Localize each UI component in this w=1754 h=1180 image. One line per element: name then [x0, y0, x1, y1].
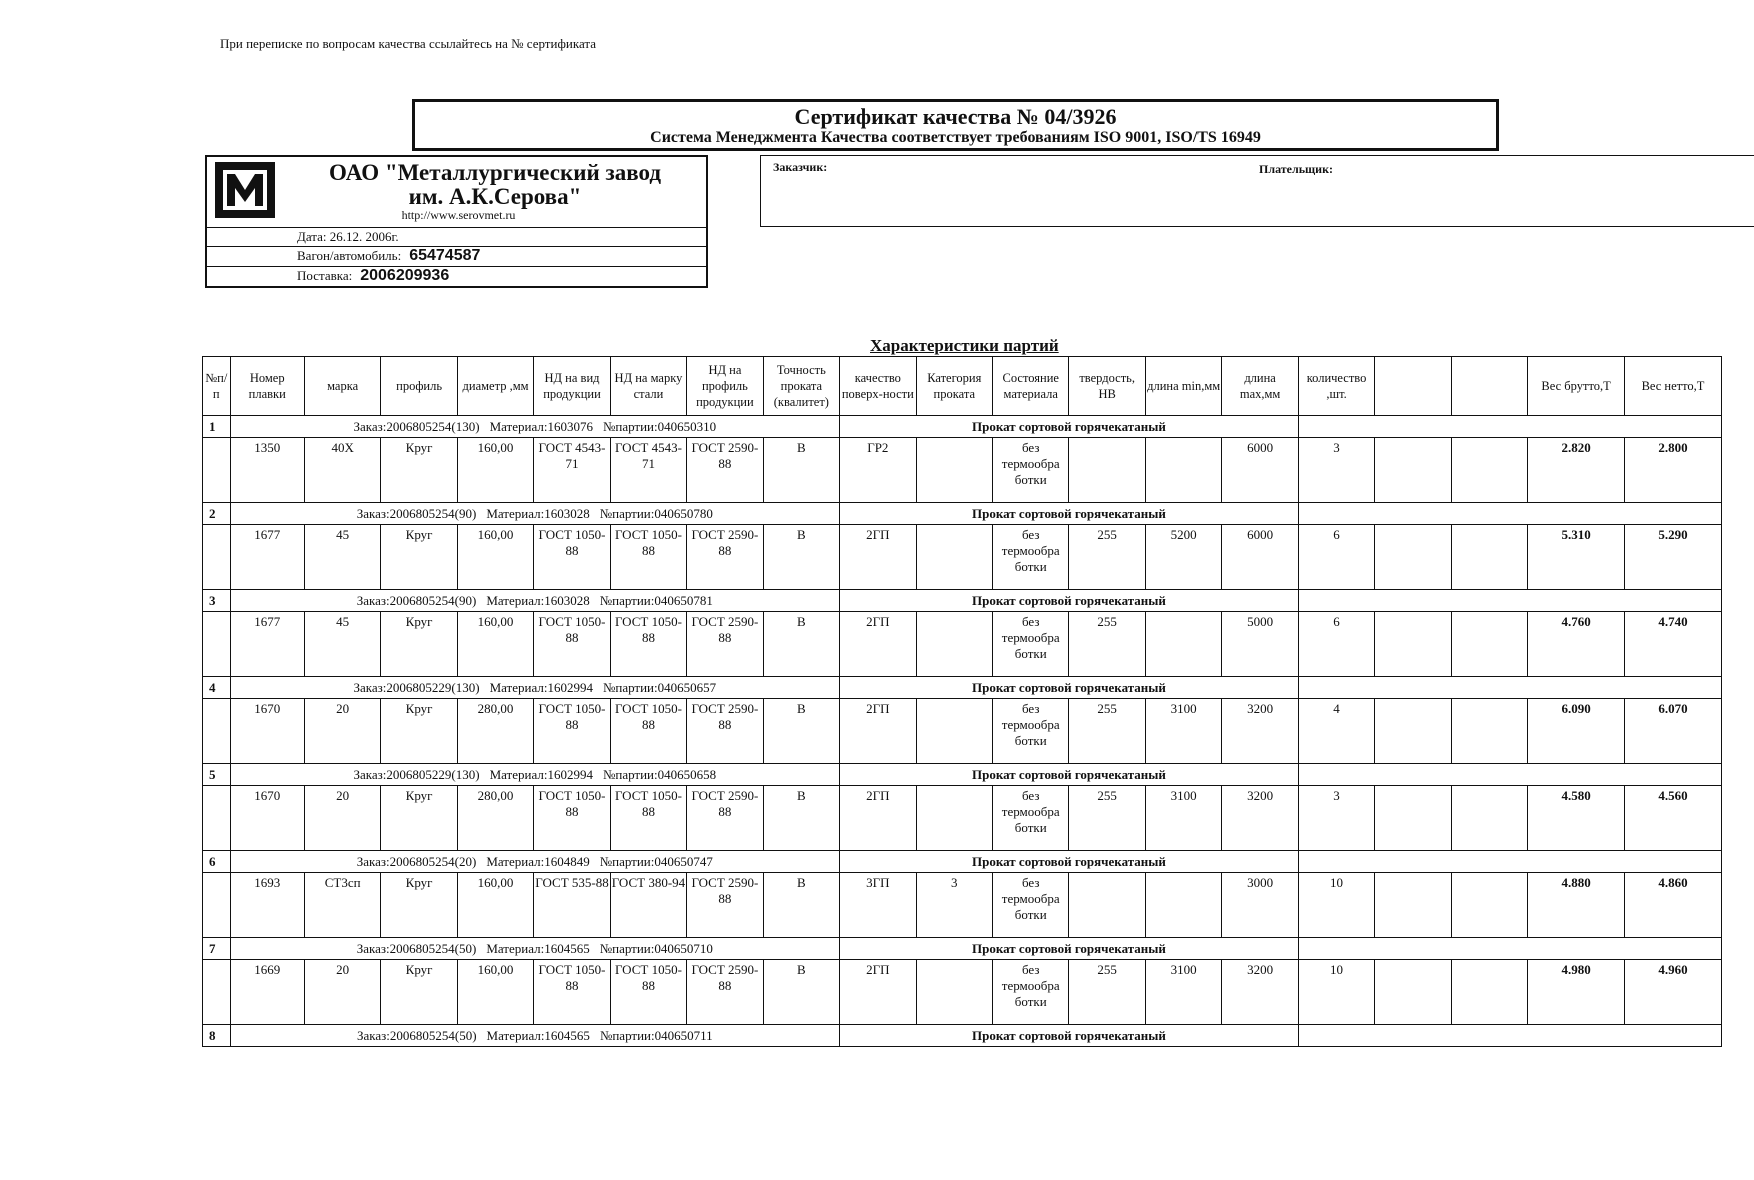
batch-id: №партии:040650747: [599, 853, 713, 869]
cell-grade: 20: [304, 786, 380, 851]
cell-len-max: 5000: [1222, 612, 1298, 677]
cell-net: 4.860: [1625, 873, 1722, 938]
column-header: качество поверх-ности: [840, 357, 916, 416]
cell-state: без термообра ботки: [993, 699, 1069, 764]
batch-product: Прокат сортовой горячекатаный: [840, 503, 1299, 525]
batch-id: №партии:040650780: [599, 505, 713, 521]
cell-len-max: 3200: [1222, 960, 1298, 1025]
cell-accuracy: В: [763, 873, 839, 938]
cell-nd-profile: ГОСТ 2590-88: [687, 960, 763, 1025]
cell-profile: Круг: [381, 873, 457, 938]
cell-profile: Круг: [381, 960, 457, 1025]
cell-grade: 20: [304, 960, 380, 1025]
batch-number: 2: [203, 503, 231, 525]
cell-net: 6.070: [1625, 699, 1722, 764]
cell-state: без термообра ботки: [993, 438, 1069, 503]
column-header: Вес нетто,Т: [1625, 357, 1722, 416]
plant-name-line2: им. А.К.Серова": [408, 184, 582, 209]
payer-label: Плательщик:: [1259, 162, 1334, 176]
batch-id: №партии:040650710: [599, 940, 713, 956]
empty-cell: [1375, 960, 1451, 1025]
certificate-header: [412, 99, 1499, 151]
batch-product: Прокат сортовой горячекатаный: [840, 764, 1299, 786]
cell-surface: 2ГП: [840, 786, 916, 851]
batch-group-row: [203, 851, 1722, 873]
batch-order: Заказ:2006805229(130): [353, 766, 480, 782]
batch-number: 1: [203, 416, 231, 438]
empty-cell: [1298, 677, 1721, 699]
batch-group-row: [203, 590, 1722, 612]
empty-cell: [203, 525, 231, 590]
column-header: твердость, НВ: [1069, 357, 1145, 416]
batch-group-row: [203, 764, 1722, 786]
column-header: НД на профиль продукции: [687, 357, 763, 416]
cell-category: [916, 438, 992, 503]
batch-info: [230, 677, 840, 699]
header-note: При переписке по вопросам качества ссылайтесь на № сертификата: [220, 36, 596, 51]
cell-profile: Круг: [381, 438, 457, 503]
batch-id: №партии:040650711: [599, 1027, 713, 1043]
column-header: Вес брутто,Т: [1528, 357, 1625, 416]
batch-material: Материал:1603076: [489, 418, 593, 434]
cell-accuracy: В: [763, 525, 839, 590]
cell-nd-profile: ГОСТ 2590-88: [687, 699, 763, 764]
batch-material: Материал:1602994: [489, 766, 593, 782]
batch-id: №партии:040650658: [602, 766, 717, 782]
cell-diameter: 160,00: [457, 525, 533, 590]
date-field: Дата: 26.12. 2006г.: [297, 229, 399, 244]
batch-order: Заказ:2006805254(130): [353, 418, 480, 434]
column-header: количество ,шт.: [1298, 357, 1374, 416]
cell-diameter: 280,00: [457, 699, 533, 764]
cell-gross: 5.310: [1528, 525, 1625, 590]
cell-category: [916, 960, 992, 1025]
table-row: [203, 786, 1722, 851]
customer-label: Заказчик:: [773, 160, 828, 174]
cell-nd-grade: ГОСТ 380-94: [610, 873, 686, 938]
cell-net: 4.560: [1625, 786, 1722, 851]
batch-product: Прокат сортовой горячекатаный: [840, 1025, 1299, 1047]
column-header: длина max,мм: [1222, 357, 1298, 416]
cell-grade: 20: [304, 699, 380, 764]
cell-heat: 1693: [230, 873, 304, 938]
cell-surface: 2ГП: [840, 960, 916, 1025]
cell-nd-grade: ГОСТ 1050-88: [610, 960, 686, 1025]
cell-diameter: 160,00: [457, 612, 533, 677]
cell-grade: СТ3сп: [304, 873, 380, 938]
column-header: марка: [304, 357, 380, 416]
batch-order: Заказ:2006805254(20): [356, 853, 477, 869]
batch-product: Прокат сортовой горячекатаный: [840, 677, 1299, 699]
batch-material: Материал:1604565: [486, 1027, 590, 1043]
cell-surface: 2ГП: [840, 612, 916, 677]
cell-nd-profile: ГОСТ 2590-88: [687, 612, 763, 677]
cell-heat: 1350: [230, 438, 304, 503]
batch-info: [230, 764, 840, 786]
empty-cell: [1451, 873, 1527, 938]
empty-cell: [1298, 1025, 1721, 1047]
cell-len-min: [1145, 612, 1221, 677]
cell-hardness: 255: [1069, 525, 1145, 590]
batch-order: Заказ:2006805254(90): [356, 592, 477, 608]
cell-profile: Круг: [381, 612, 457, 677]
cell-category: [916, 612, 992, 677]
empty-cell: [1375, 873, 1451, 938]
empty-cell: [1375, 438, 1451, 503]
cell-qty: 10: [1298, 960, 1374, 1025]
cell-net: 4.960: [1625, 960, 1722, 1025]
batch-group-row: [203, 938, 1722, 960]
empty-cell: [1375, 786, 1451, 851]
cell-hardness: 255: [1069, 612, 1145, 677]
cell-nd-grade: ГОСТ 1050-88: [610, 612, 686, 677]
cell-gross: 4.580: [1528, 786, 1625, 851]
plant-url: http://www.serovmet.ru: [401, 208, 516, 222]
table-row: [203, 612, 1722, 677]
cell-nd-profile: ГОСТ 2590-88: [687, 786, 763, 851]
cell-len-max: 3000: [1222, 873, 1298, 938]
cell-diameter: 160,00: [457, 960, 533, 1025]
batch-material: Материал:1603028: [486, 592, 590, 608]
cell-nd-type: ГОСТ 4543-71: [534, 438, 610, 503]
cell-nd-grade: ГОСТ 1050-88: [610, 699, 686, 764]
divider: [207, 266, 706, 267]
batch-id: №партии:040650310: [602, 418, 717, 434]
empty-cell: [1451, 438, 1527, 503]
batch-order: Заказ:2006805254(50): [356, 940, 477, 956]
cell-len-min: 5200: [1145, 525, 1221, 590]
cell-nd-type: ГОСТ 1050-88: [534, 786, 610, 851]
empty-cell: [203, 699, 231, 764]
empty-cell: [1375, 525, 1451, 590]
cell-state: без термообра ботки: [993, 786, 1069, 851]
cell-len-max: 6000: [1222, 438, 1298, 503]
cell-qty: 10: [1298, 873, 1374, 938]
batch-number: 7: [203, 938, 231, 960]
batch-info: [230, 416, 840, 438]
empty-cell: [1298, 851, 1721, 873]
cell-state: без термообра ботки: [993, 525, 1069, 590]
divider: [207, 227, 706, 228]
batch-group-row: [203, 677, 1722, 699]
batch-order: Заказ:2006805254(90): [356, 505, 477, 521]
cell-len-max: 3200: [1222, 699, 1298, 764]
cell-hardness: [1069, 873, 1145, 938]
cell-diameter: 160,00: [457, 438, 533, 503]
cell-state: без термообра ботки: [993, 873, 1069, 938]
empty-cell: [1298, 938, 1721, 960]
batch-product: Прокат сортовой горячекатаный: [840, 851, 1299, 873]
batch-info: [230, 938, 840, 960]
table-row: [203, 873, 1722, 938]
column-header: Номер плавки: [230, 357, 304, 416]
table-row: [203, 438, 1722, 503]
cell-nd-type: ГОСТ 1050-88: [534, 612, 610, 677]
cell-accuracy: В: [763, 438, 839, 503]
batch-number: 8: [203, 1025, 231, 1047]
batch-order: Заказ:2006805254(50): [356, 1027, 477, 1043]
cell-qty: 4: [1298, 699, 1374, 764]
section-title: Характеристики партий: [870, 336, 1059, 355]
cell-surface: 2ГП: [840, 525, 916, 590]
cell-len-min: 3100: [1145, 699, 1221, 764]
batch-number: 6: [203, 851, 231, 873]
cell-category: [916, 786, 992, 851]
cell-grade: 45: [304, 612, 380, 677]
cell-accuracy: В: [763, 960, 839, 1025]
plant-info: [205, 155, 708, 288]
wagon-value: 65474587: [409, 247, 481, 264]
cell-heat: 1677: [230, 525, 304, 590]
cell-nd-type: ГОСТ 535-88: [534, 873, 610, 938]
batch-number: 5: [203, 764, 231, 786]
plant-name: [285, 161, 705, 209]
batch-number: 4: [203, 677, 231, 699]
column-header: Точность проката (квалитет): [763, 357, 839, 416]
cell-grade: 40Х: [304, 438, 380, 503]
cell-grade: 45: [304, 525, 380, 590]
plant-name-line1: ОАО "Металлургический завод: [329, 160, 661, 185]
empty-cell: [1298, 503, 1721, 525]
cell-qty: 3: [1298, 786, 1374, 851]
empty-cell: [1451, 786, 1527, 851]
cell-category: 3: [916, 873, 992, 938]
cell-nd-type: ГОСТ 1050-88: [534, 699, 610, 764]
empty-cell: [1451, 960, 1527, 1025]
batch-group-row: [203, 1025, 1722, 1047]
batch-order: Заказ:2006805229(130): [353, 679, 480, 695]
cell-state: без термообра ботки: [993, 612, 1069, 677]
cell-nd-profile: ГОСТ 2590-88: [687, 873, 763, 938]
empty-cell: [1375, 612, 1451, 677]
cell-nd-type: ГОСТ 1050-88: [534, 960, 610, 1025]
cell-len-max: 6000: [1222, 525, 1298, 590]
cell-qty: 6: [1298, 525, 1374, 590]
cell-profile: Круг: [381, 525, 457, 590]
cell-profile: Круг: [381, 699, 457, 764]
cell-surface: ГР2: [840, 438, 916, 503]
cell-nd-grade: ГОСТ 4543-71: [610, 438, 686, 503]
batch-material: Материал:1602994: [489, 679, 593, 695]
column-header: профиль: [381, 357, 457, 416]
cell-heat: 1677: [230, 612, 304, 677]
cell-hardness: 255: [1069, 786, 1145, 851]
delivery-label: Поставка:: [297, 268, 353, 283]
cell-heat: 1670: [230, 699, 304, 764]
cell-accuracy: В: [763, 612, 839, 677]
table-row: [203, 960, 1722, 1025]
table-row: [203, 699, 1722, 764]
batch-info: [230, 851, 840, 873]
batch-group-row: [203, 503, 1722, 525]
column-header: диаметр ,мм: [457, 357, 533, 416]
empty-cell: [1298, 764, 1721, 786]
empty-cell: [203, 873, 231, 938]
empty-cell: [203, 438, 231, 503]
batch-info: [230, 503, 840, 525]
column-header: Состояние материала: [993, 357, 1069, 416]
cell-len-max: 3200: [1222, 786, 1298, 851]
cell-qty: 3: [1298, 438, 1374, 503]
batch-info: [230, 1025, 840, 1047]
batch-id: №партии:040650781: [599, 592, 713, 608]
cell-state: без термообра ботки: [993, 960, 1069, 1025]
empty-cell: [203, 612, 231, 677]
cell-len-min: 3100: [1145, 786, 1221, 851]
column-header: НД на вид продукции: [534, 357, 610, 416]
column-header: Категория проката: [916, 357, 992, 416]
delivery-value: 2006209936: [360, 267, 450, 284]
batch-group-row: [203, 416, 1722, 438]
empty-cell: [203, 786, 231, 851]
cell-nd-profile: ГОСТ 2590-88: [687, 438, 763, 503]
cell-gross: 4.760: [1528, 612, 1625, 677]
empty-cell: [1451, 525, 1527, 590]
certificate-title: Сертификат качества № 04/3926: [794, 104, 1117, 129]
cell-len-min: [1145, 873, 1221, 938]
customer-box: [760, 155, 1754, 227]
cell-nd-grade: ГОСТ 1050-88: [610, 786, 686, 851]
batch-material: Материал:1603028: [486, 505, 590, 521]
cell-len-min: 3100: [1145, 960, 1221, 1025]
cell-accuracy: В: [763, 786, 839, 851]
cell-diameter: 160,00: [457, 873, 533, 938]
wagon-label: Вагон/автомобиль:: [297, 248, 402, 263]
batch-material: Материал:1604849: [486, 853, 590, 869]
cell-gross: 2.820: [1528, 438, 1625, 503]
column-header: [1451, 357, 1527, 416]
empty-cell: [1298, 416, 1721, 438]
column-header: №п/п: [203, 357, 231, 416]
cell-gross: 6.090: [1528, 699, 1625, 764]
cell-gross: 4.880: [1528, 873, 1625, 938]
cell-category: [916, 525, 992, 590]
delivery-field: [297, 267, 449, 285]
batch-material: Материал:1604565: [486, 940, 590, 956]
empty-cell: [1375, 699, 1451, 764]
column-header: НД на марку стали: [610, 357, 686, 416]
cell-category: [916, 699, 992, 764]
cell-heat: 1669: [230, 960, 304, 1025]
batch-info: [230, 590, 840, 612]
cell-hardness: 255: [1069, 699, 1145, 764]
cell-len-min: [1145, 438, 1221, 503]
cell-surface: 2ГП: [840, 699, 916, 764]
cell-net: 2.800: [1625, 438, 1722, 503]
certificate-subtitle: Система Менеджмента Качества соответствует требованиям ISO 9001, ISO/TS 16949: [650, 129, 1261, 146]
cell-hardness: [1069, 438, 1145, 503]
cell-hardness: 255: [1069, 960, 1145, 1025]
empty-cell: [1451, 612, 1527, 677]
cell-heat: 1670: [230, 786, 304, 851]
cell-nd-grade: ГОСТ 1050-88: [610, 525, 686, 590]
batch-product: Прокат сортовой горячекатаный: [840, 590, 1299, 612]
cell-accuracy: В: [763, 699, 839, 764]
cell-gross: 4.980: [1528, 960, 1625, 1025]
batch-number: 3: [203, 590, 231, 612]
empty-cell: [203, 960, 231, 1025]
cell-surface: 3ГП: [840, 873, 916, 938]
batch-product: Прокат сортовой горячекатаный: [840, 938, 1299, 960]
cell-net: 5.290: [1625, 525, 1722, 590]
cell-diameter: 280,00: [457, 786, 533, 851]
table-header: [203, 357, 1722, 416]
table-row: [203, 525, 1722, 590]
cell-nd-profile: ГОСТ 2590-88: [687, 525, 763, 590]
cell-qty: 6: [1298, 612, 1374, 677]
column-header: длина min,мм: [1145, 357, 1221, 416]
batch-product: Прокат сортовой горячекатаный: [840, 416, 1299, 438]
wagon-field: [297, 247, 480, 265]
batch-id: №партии:040650657: [602, 679, 717, 695]
empty-cell: [1298, 590, 1721, 612]
cell-nd-type: ГОСТ 1050-88: [534, 525, 610, 590]
empty-cell: [1451, 699, 1527, 764]
column-header: [1375, 357, 1451, 416]
cell-profile: Круг: [381, 786, 457, 851]
cell-net: 4.740: [1625, 612, 1722, 677]
batch-table: [202, 356, 1722, 1047]
